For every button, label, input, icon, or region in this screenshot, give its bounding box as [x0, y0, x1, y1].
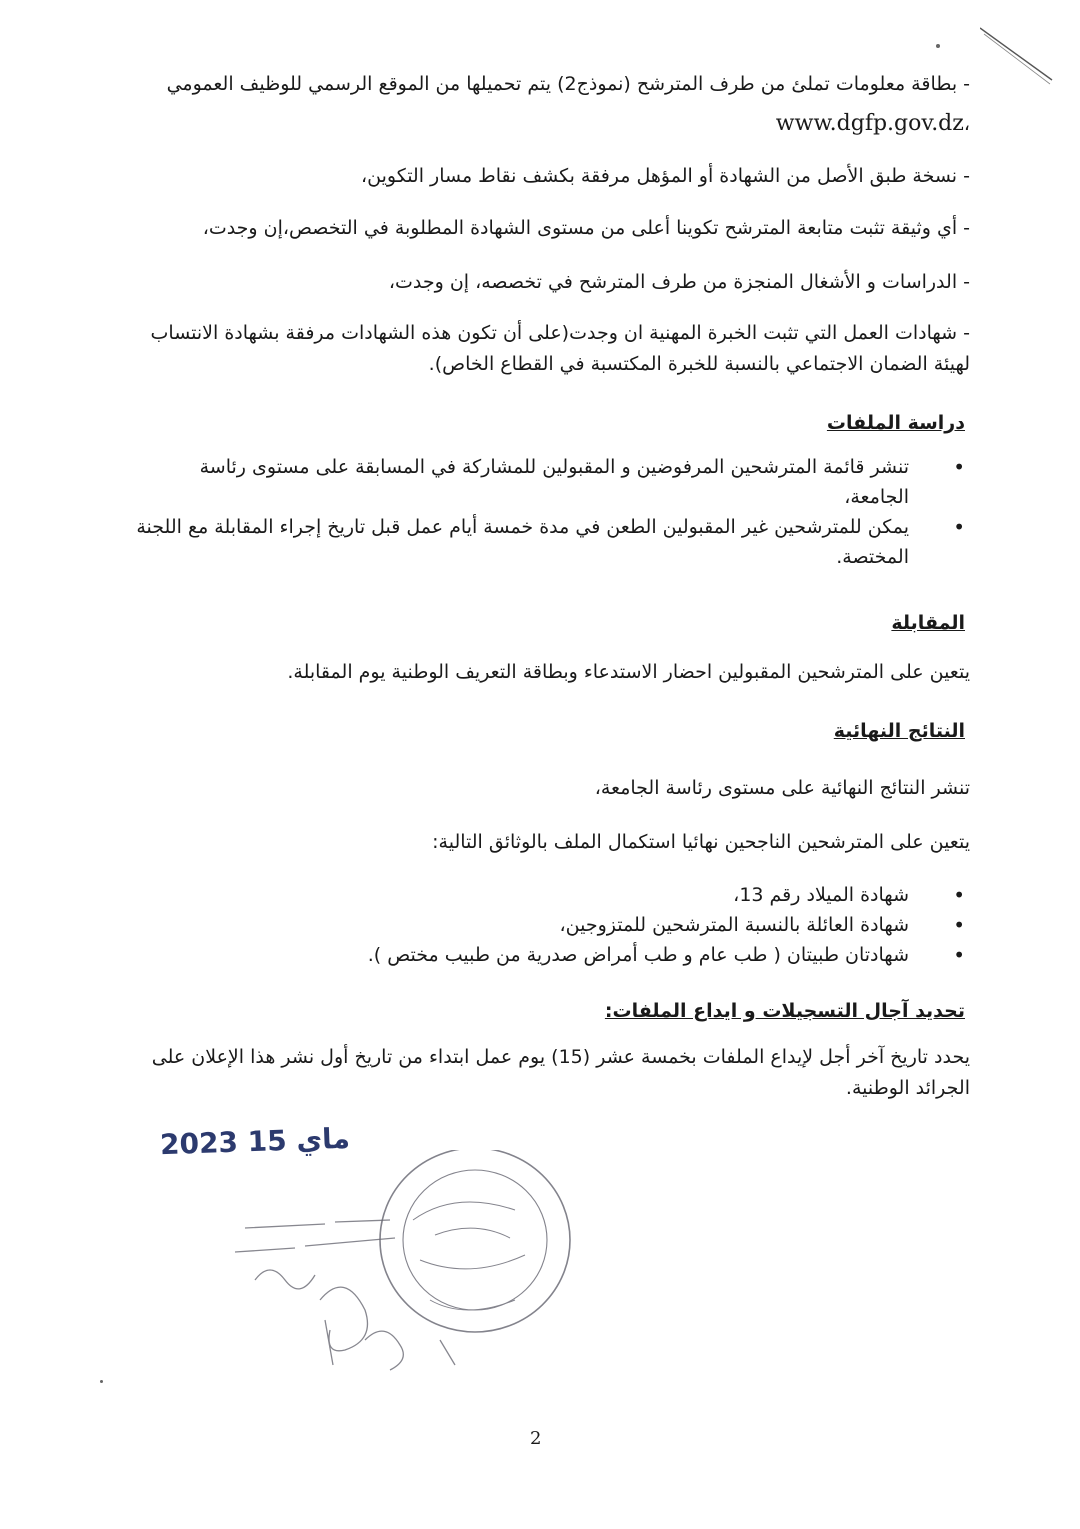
- list-item: • يمكن للمترشحين غير المقبولين الطعن في مدة خمسة أيام عمل قبل تاريخ إجراء المقابلة مع اللجنة المختصة.: [135, 512, 935, 572]
- doc-item-certificate-copy: - نسخة طبق الأصل من الشهادة أو المؤهل مرفقة بكشف نقاط مسار التكوين،: [361, 165, 970, 187]
- signature-strokes: [235, 1220, 455, 1370]
- corner-fold-mark: [980, 20, 1080, 100]
- final-results-text: تنشر النتائج النهائية على مستوى رئاسة الجامعة،: [594, 777, 970, 799]
- scan-speck: [100, 1380, 103, 1383]
- stamp-date: 2023 ماي 15: [159, 1121, 351, 1162]
- final-results-documents-intro: يتعين على المترشحين الناجحين نهائيا استكمال الملف بالوثائق التالية:: [432, 831, 970, 853]
- list-item: • شهادة الميلاد رقم 13،: [135, 880, 935, 910]
- file-review-list: [135, 452, 935, 572]
- deadline-text: يحدد تاريخ آخر أجل لإيداع الملفات بخمسة عشر (15) يوم عمل ابتداء من تاريخ أول نشر هذا الإعلان على الجرائد الوطنية.: [151, 1046, 970, 1099]
- final-documents-list: [135, 880, 935, 970]
- doc-item-work-certificates: - شهادات العمل التي تثبت الخبرة المهنية ان وجدت(على أن تكون هذه الشهادات مرفقة بشهادة الانتساب لهيئة الضمان الاجتماعي بالنسبة للخبرة المكتسبة في القطاع الخاص).: [150, 322, 970, 375]
- dgfp-website-url[interactable]: www.dgfp.gov.dz: [775, 111, 964, 136]
- doc-item-info-card-url-line: [776, 108, 970, 140]
- section-heading-file-review: دراسة الملفات: [826, 412, 965, 434]
- scan-speck: [936, 44, 940, 48]
- circular-seal: [380, 1150, 570, 1332]
- section-heading-deadline: تحديد آجال التسجيلات و ايداع الملفات:: [604, 1000, 965, 1022]
- list-item: • شهادتان طبيتان ( طب عام و طب أمراض صدرية من طبيب مختص ).: [135, 940, 935, 970]
- doc-item-studies-works: - الدراسات و الأشغال المنجزة من طرف المترشح في تخصصه، إن وجدت،: [388, 271, 970, 293]
- url-separator: ،: [963, 113, 970, 135]
- section-heading-interview: المقابلة: [891, 612, 965, 634]
- doc-item-info-card: - بطاقة معلومات تملئ من طرف المترشح (نموذج2) يتم تحميلها من الموقع الرسمي للوظيف العمومي: [166, 73, 970, 95]
- page-number: 2: [530, 1428, 542, 1449]
- list-item: • شهادة العائلة بالنسبة المترشحين للمتزوجين،: [135, 910, 935, 940]
- section-heading-final-results: النتائج النهائية: [833, 720, 965, 742]
- interview-text: يتعين على المترشحين المقبولين احضار الاستدعاء وبطاقة التعريف الوطنية يوم المقابلة.: [287, 661, 970, 683]
- doc-item-higher-training: - أي وثيقة تثبت متابعة المترشح تكوينا أعلى من مستوى الشهادة المطلوبة في التخصص،إن وجدت،: [202, 217, 970, 239]
- official-seal-and-signature: [225, 1150, 605, 1380]
- list-item: • تنشر قائمة المترشحين المرفوضين و المقبولين للمشاركة في المسابقة على مستوى رئاسة الجامعة،: [135, 452, 935, 512]
